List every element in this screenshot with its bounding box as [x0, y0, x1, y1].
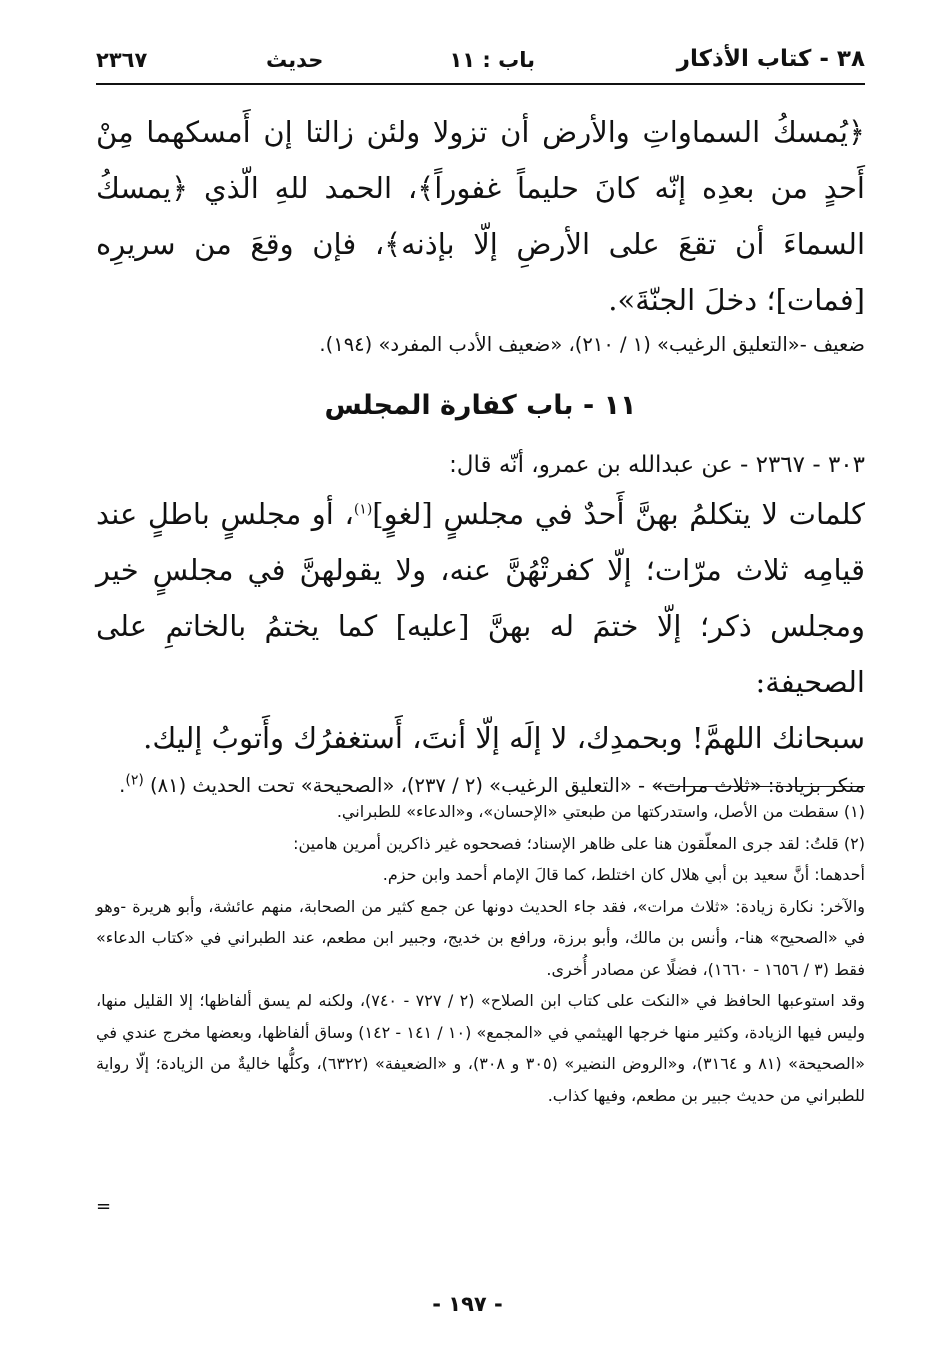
- hadith-grade-text: منكر بزيادة: «ثلاث مرات» - «التعليق الرغيب» (٢ / ٢٣٧)، «الصحيحة» تحت الحديث (٨١): [150, 774, 865, 797]
- footnote-divider: [655, 786, 865, 787]
- header-divider: [96, 83, 865, 85]
- footnote-2: (٢) قلتُ: لقد جرى المعلّقون هنا على ظاهر الإسناد؛ فصححوه غير ذاكرين أمرين هامين:: [293, 833, 865, 853]
- footnote-1: (١) سقطت من الأصل، واستدركتها من طبعتي «الإحسان»، و«الدعاء» للطبراني.: [336, 802, 865, 821]
- footnote-ref-2: (٢): [125, 772, 144, 789]
- footnote-2-second-point: والآخر: نكارة زيادة: «ثلاث مرات»، فقد جاء الحديث دونها عن جمع كثير من الصحابة، منهم عائشة، وأبو هريرة -وهو في «الصحيح» هنا-، وأنس بن مالك، وأبو برزة، ورافع بن خديج، وجبير ابن مطعم، عند الطبراني في «كتاب الدعاء» فقط (٣ / ١٦٥٦ - ١٦٦٠)، فضلًا عن مصادر أُخرى.: [96, 896, 865, 979]
- hadith-text: [96, 486, 865, 710]
- previous-hadith-text: ﴿يُمسكُ السماواتِ والأرض أن تزولا ولئن زالتا إن أَمسكهما مِنْ أَحدٍ من بعدِه إنّه كانَ حليماً غفوراً﴾، الحمد للهِ الّذي ﴿يمسكُ السماءَ أن تقعَ على الأرضِ إلّا بإذنه﴾، فإن وقعَ من سريرِه [فمات]؛ دخلَ الجنّةَ».: [96, 115, 865, 317]
- header-hadith-label: حديث: [266, 48, 324, 72]
- running-header: [96, 44, 865, 84]
- header-book-title: ٣٨ - كتاب الأذكار: [676, 46, 865, 72]
- header-hadith-number: ٢٣٦٧: [96, 48, 148, 72]
- hadith-dua: سبحانك اللهمَّ! وبحمدِك، لا إلَه إلّا أنتَ، أَستغفرُك وأَتوبُ إليك.: [143, 721, 865, 755]
- continuation-mark: =: [96, 1196, 112, 1217]
- hadith-text-part2: ، أو مجلسٍ باطلٍ عند قيامِه ثلاث مرّات؛ إلّا كفرتْهُنَّ عنه، ولا يقولهنَّ في مجلسٍ خير ومجلس ذكر؛ إلّا ختمَ له بهنَّ [عليه] كما يختمُ بالخاتمِ على الصحيفة:: [96, 497, 865, 699]
- main-text: [96, 104, 865, 804]
- previous-hadith-grade: ضعيف -«التعليق الرغيب» (١ / ٢١٠)، «ضعيف الأدب المفرد» (١٩٤).: [319, 333, 865, 356]
- page-number: - ١٩٧ -: [432, 1292, 503, 1316]
- chapter-title: ١١ - باب كفارة المجلس: [324, 390, 637, 421]
- header-chapter-number: باب : ١١: [449, 48, 535, 72]
- hadith-text-part1: كلمات لا يتكلمُ بهنَّ أَحدٌ في مجلسٍ [لغوٍ]: [372, 497, 865, 531]
- footnote-2-first-point: أحدهما: أنَّ سعيد بن أبي هلال كان اختلط، كما قالَ الإمام أحمد وابن حزم.: [382, 865, 865, 884]
- footnote-ref-1: (١): [353, 501, 373, 518]
- hadith-grade-end: .: [119, 774, 126, 797]
- footnotes: [96, 796, 865, 1111]
- hadith-intro: ٣٠٣ - ٢٣٦٧ - عن عبدالله بن عمرو، أنّه قال:: [449, 452, 865, 478]
- footnote-2-continuation: وقد استوعبها الحافظ في «النكت على كتاب ابن الصلاح» (٢ / ٧٢٧ - ٧٤٠)، ولكنه لم يسق ألفاظها؛ إلا القليل منها، وليس فيها الزيادة، وكثير منها خرجها الهيثمي في «المجمع» (١٠ / ١٤١ - ١٤٢) وساق ألفاظها، وبعضها مخرج عندي في «الصحيحة» (٨١ و ٣١٦٤)، و«الروض النضير» (٣٠٥ و ٣٠٨)، و «الضعيفة» (٦٣٢٢)، وكلُّها خاليةٌ من الزيادة؛ إلّا رواية للطبراني من حديث جبير بن مطعم، وفيها كذاب.: [96, 991, 866, 1105]
